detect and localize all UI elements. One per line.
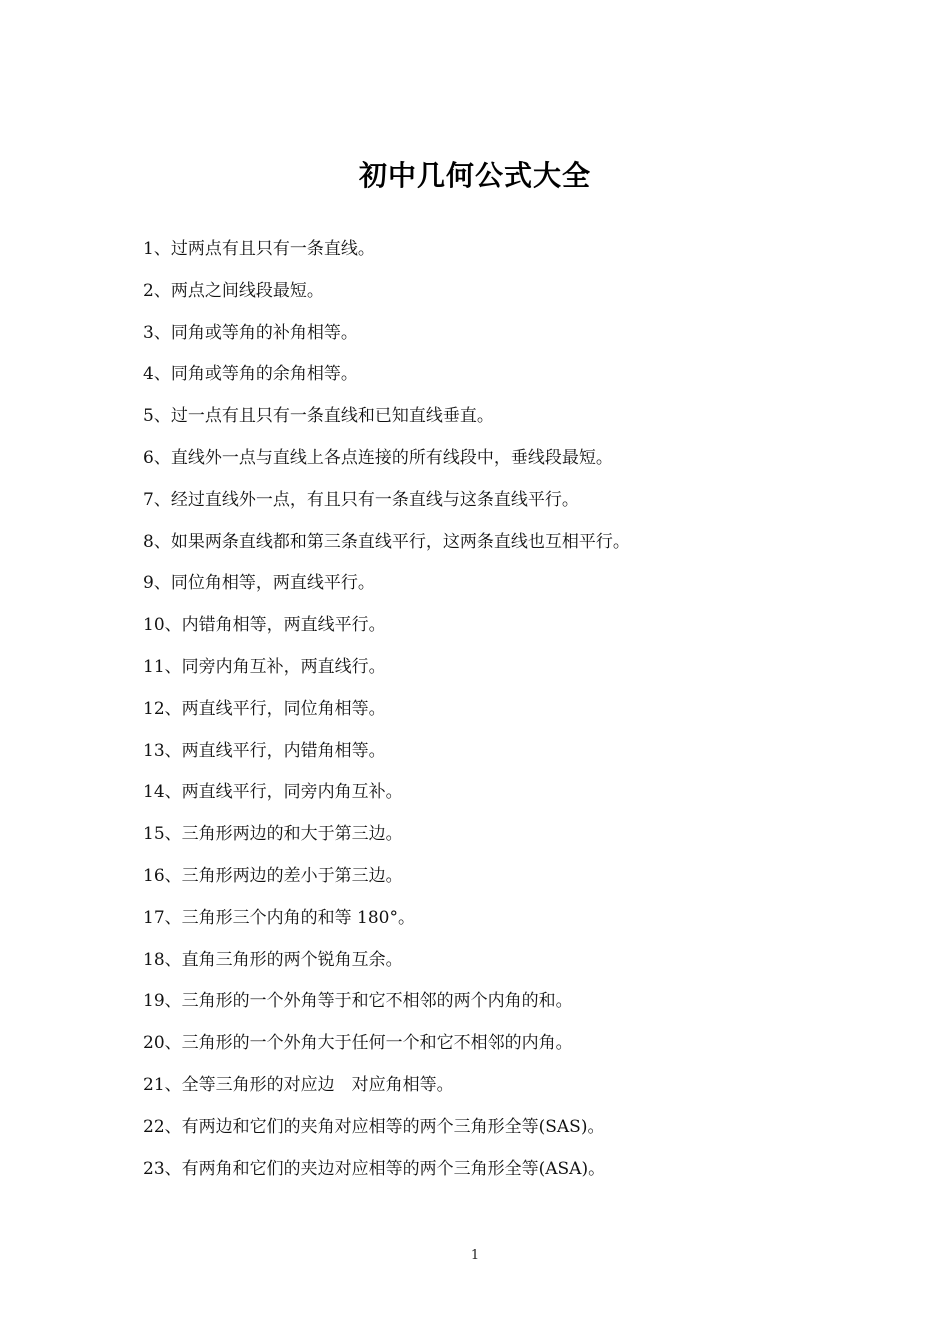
list-item: 11、同旁内角互补，两直线行。 [143, 656, 386, 677]
list-item: 9、同位角相等，两直线平行。 [143, 573, 375, 594]
list-item: 1、过两点有且只有一条直线。 [143, 239, 375, 259]
page-number: 1 [470, 1248, 480, 1263]
list-item: 3、同角或等角的补角相等。 [143, 322, 358, 343]
list-item: 23、有两角和它们的夹边对应相等的两个三角形全等(ASA)。 [143, 1158, 606, 1179]
list-item: 19、三角形的一个外角等于和它不相邻的两个内角的和。 [143, 991, 573, 1012]
list-item: 18、直角三角形的两个锐角互余。 [143, 949, 403, 970]
list-item: 17、三角形三个内角的和等 180°。 [143, 907, 415, 928]
list-item: 2、两点之间线段最短。 [143, 280, 324, 301]
list-item: 5、过一点有且只有一条直线和已知直线垂直。 [143, 406, 494, 427]
list-item: 13、两直线平行，内错角相等。 [143, 740, 386, 761]
list-item: 16、三角形两边的差小于第三边。 [143, 865, 403, 886]
list-item: 7、经过直线外一点，有且只有一条直线与这条直线平行。 [143, 489, 579, 510]
formula-list [143, 234, 843, 1195]
list-item: 12、两直线平行，同位角相等。 [143, 698, 386, 719]
list-item: 21、全等三角形的对应边 对应角相等。 [143, 1074, 454, 1095]
list-item: 15、三角形两边的和大于第三边。 [143, 824, 403, 845]
list-item: 20、三角形的一个外角大于任何一个和它不相邻的内角。 [143, 1033, 573, 1054]
page-title: 初中几何公式大全 [358, 159, 591, 192]
list-item: 8、如果两条直线都和第三条直线平行，这两条直线也互相平行。 [143, 531, 630, 552]
list-item: 14、两直线平行，同旁内角互补。 [143, 782, 403, 803]
list-item: 4、同角或等角的余角相等。 [143, 364, 358, 385]
list-item: 6、直线外一点与直线上各点连接的所有线段中，垂线段最短。 [143, 447, 613, 468]
list-item: 22、有两边和它们的夹角对应相等的两个三角形全等(SAS)。 [143, 1116, 605, 1137]
list-item: 10、内错角相等，两直线平行。 [143, 615, 386, 636]
